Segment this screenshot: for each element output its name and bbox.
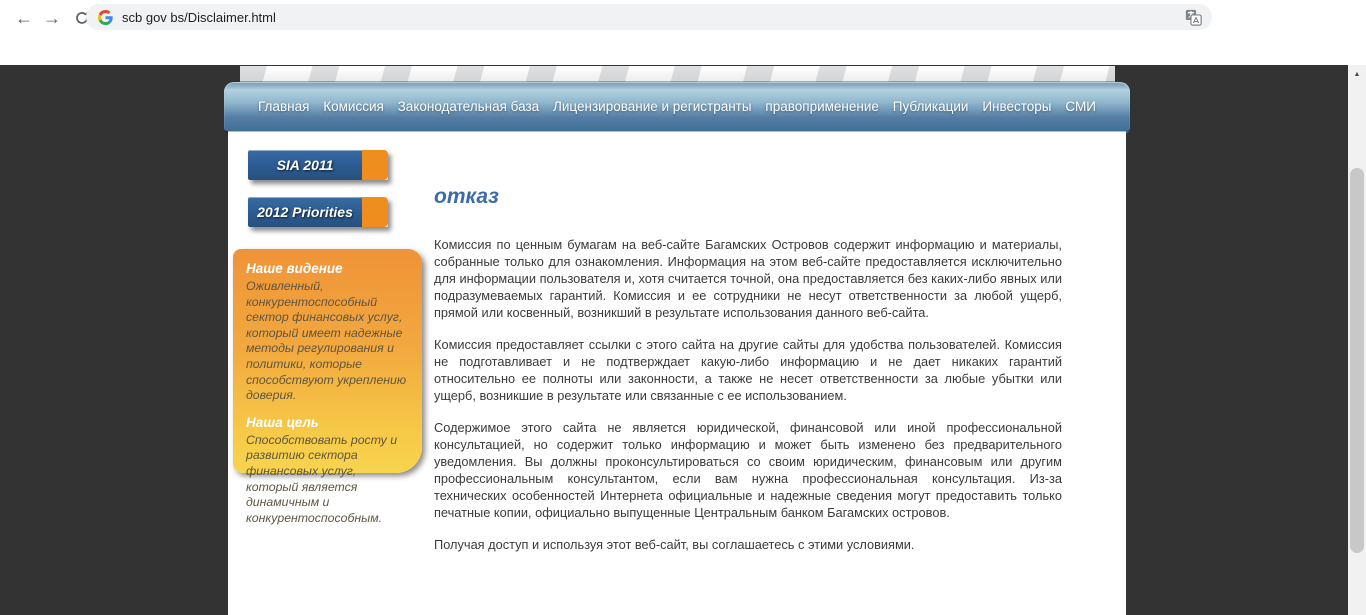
priorities-2012-button[interactable]: [248, 197, 388, 227]
scrollbar[interactable]: [1348, 65, 1366, 615]
main-content: [434, 181, 1062, 568]
page-title: отказ: [434, 185, 499, 208]
disclaimer-paragraph: Содержимое этого сайта не является юридической, финансовой или иной профессиональной консультацией, но содержит только информацию и может быть изменено без предварительного уведомления. Вы должны проконсультироваться со своим юридическим, финансовым или другим профессиональным консультантом, если вам нужна профессиональная консультация. Из-за технических особенностей Интернета официальные и надежные сведения могут предоставить только печатные копии, официально выпущенные Центральным банком Багамских островов.: [434, 420, 1062, 520]
goal-heading: Наша цель: [246, 414, 319, 430]
nav-item-publications[interactable]: Публикации: [892, 99, 969, 114]
nav-item-media[interactable]: СМИ: [1065, 99, 1096, 114]
goal-text: Способствовать росту и развитию сектора финансовых услуг, который является динамичным и конкурентоспособным.: [246, 432, 398, 525]
back-button[interactable]: ←: [15, 8, 33, 28]
forward-button[interactable]: →: [43, 8, 61, 28]
nav-item-investors[interactable]: Инвесторы: [982, 99, 1052, 114]
sia-2011-label: SIA 2011: [276, 157, 334, 173]
desktop-background: [0, 65, 1348, 615]
priorities-2012-accent: [362, 197, 388, 227]
browser-chrome: [0, 0, 1366, 65]
disclaimer-paragraph: Комиссия по ценным бумагам на веб-сайте Багамских Островов содержит информацию и материалы, собранные только для ознакомления. Информация на этом веб-сайте предоставляется исключительно для информации пользователя и, хотя считается точной, она предоставляется без каких-либо явных или подразумеваемых гарантий. Комиссия и ее сотрудники не несут ответственности за любой ущерб, прямой или косвенный, возникший в результате использования данного веб-сайта.: [434, 237, 1062, 320]
partially-loaded-banner: [240, 66, 1115, 83]
address-bar[interactable]: [86, 4, 1212, 30]
disclaimer-paragraph: Получая доступ и используя этот веб-сайт, вы соглашаетесь с этими условиями.: [434, 537, 915, 552]
sia-2011-label-area: [248, 150, 362, 180]
nav-item-licensing[interactable]: Лицензирование и регистранты: [553, 99, 752, 114]
sia-2011-button[interactable]: [248, 150, 388, 180]
main-navigation: [224, 82, 1130, 131]
sia-2011-accent: [362, 150, 388, 180]
priorities-2012-label-area: [248, 197, 362, 227]
scroll-up-button[interactable]: ▲: [1353, 71, 1361, 78]
vision-box: [233, 249, 422, 525]
nav-item-commission[interactable]: Комиссия: [323, 99, 384, 114]
vision-heading: Наше видение: [246, 261, 343, 276]
nav-item-home[interactable]: Главная: [258, 99, 310, 114]
url-text: scb gov bs/Disclaimer.html: [122, 9, 276, 25]
scrollbar-thumb[interactable]: [1350, 168, 1364, 553]
page-body: [228, 131, 1126, 615]
vision-text: Оживленный, конкурентоспособный сектор финансовых услуг, который имеет надежные методы регулирования и политики, которые способствуют укреплению доверия.: [246, 279, 407, 403]
priorities-2012-label: 2012 Priorities: [257, 204, 353, 220]
disclaimer-paragraph: Комиссия предоставляет ссылки с этого сайта на другие сайты для удобства пользователей. Комиссия не подготавливает и не подтверждает какую-либо информацию и не дает никаких гарантий относительно ее полноты или законности, а также не несет ответственности за любые убытки или ущерб, возникшие в результате или связанные с ее использованием.: [434, 337, 1062, 403]
google-favicon: [98, 10, 113, 25]
nav-item-enforcement[interactable]: правоприменение: [765, 99, 879, 114]
translate-icon[interactable]: [1185, 9, 1202, 26]
nav-item-legislation[interactable]: Законодательная база: [397, 99, 540, 114]
